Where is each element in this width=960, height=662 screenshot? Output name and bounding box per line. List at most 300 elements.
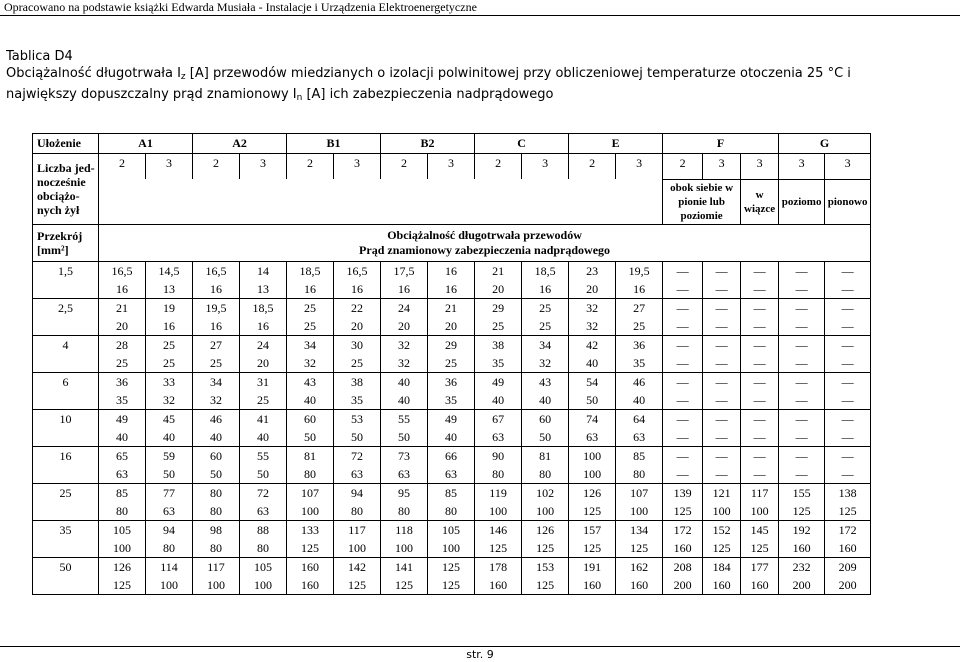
load-dash-cell: — (703, 299, 741, 318)
fuse-value-cell: 125 (825, 502, 871, 521)
table-body (33, 262, 871, 595)
fuse-value-cell: 25 (428, 354, 475, 373)
load-value-cell: 32 (569, 299, 616, 318)
fuse-value-cell: 100 (741, 502, 779, 521)
load-dash-cell: — (779, 299, 825, 318)
fuse-value-cell: 80 (522, 465, 569, 484)
fuse-value-cell: 80 (193, 502, 240, 521)
load-value-cell: 49 (475, 373, 522, 392)
load-value-cell: 105 (99, 521, 146, 540)
fuse-value-cell: 50 (240, 465, 287, 484)
cross-section-header-row (33, 225, 871, 262)
load-value-cell: 33 (146, 373, 193, 392)
fuse-value-cell: 16 (381, 280, 428, 299)
load-value-cell: 25 (146, 336, 193, 355)
load-value-cell: 41 (240, 410, 287, 429)
header-rule (0, 15, 960, 16)
group-c: C (475, 134, 569, 154)
cross-section-cell: 1,5 (33, 262, 99, 299)
load-value-cell: 65 (99, 447, 146, 466)
fuse-value-cell: 25 (475, 317, 522, 336)
fuse-dash-cell: — (741, 428, 779, 447)
conductor-count-cell: 3 (779, 154, 825, 180)
load-value-cell: 145 (741, 521, 779, 540)
fuse-value-cell: 32 (287, 354, 334, 373)
fuse-value-cell: 63 (569, 428, 616, 447)
fuse-value-cell: 40 (287, 391, 334, 410)
load-dash-cell: — (779, 336, 825, 355)
load-dash-cell: — (663, 299, 703, 318)
fuse-value-cell: 40 (522, 391, 569, 410)
load-value-cell: 32 (381, 336, 428, 355)
installation-header-row (33, 134, 871, 154)
fuse-dash-cell: — (703, 354, 741, 373)
load-value-cell: 19,5 (193, 299, 240, 318)
load-dash-cell: — (703, 336, 741, 355)
load-value-cell: 21 (428, 299, 475, 318)
table-row (33, 539, 871, 558)
load-dash-cell: — (663, 262, 703, 281)
load-value-cell: 94 (334, 484, 381, 503)
fuse-value-cell: 16 (287, 280, 334, 299)
fuse-value-cell: 50 (522, 428, 569, 447)
load-dash-cell: — (703, 262, 741, 281)
group-a1: A1 (99, 134, 193, 154)
fuse-value-cell: 125 (779, 502, 825, 521)
table-row (33, 521, 871, 540)
load-dash-cell: — (663, 336, 703, 355)
conductor-count-cell: 3 (334, 154, 381, 180)
header-text: Opracowano na podstawie książki Edwarda Musiała - Instalacje i Urządzenia Elektroenergetyczne (4, 0, 477, 14)
load-value-cell: 19,5 (616, 262, 663, 281)
load-dash-cell: — (741, 262, 779, 281)
load-value-cell: 107 (616, 484, 663, 503)
group-b2: B2 (381, 134, 475, 154)
fuse-value-cell: 80 (381, 502, 428, 521)
f-bundle-note: w wiązce (741, 179, 779, 224)
load-value-cell: 49 (428, 410, 475, 429)
load-value-cell: 105 (240, 558, 287, 577)
fuse-dash-cell: — (703, 465, 741, 484)
fuse-value-cell: 20 (381, 317, 428, 336)
load-value-cell: 105 (428, 521, 475, 540)
load-value-cell: 14,5 (146, 262, 193, 281)
fuse-dash-cell: — (741, 280, 779, 299)
fuse-value-cell: 160 (569, 576, 616, 595)
fuse-value-cell: 20 (334, 317, 381, 336)
load-value-cell: 18,5 (522, 262, 569, 281)
fuse-value-cell: 160 (779, 539, 825, 558)
fuse-value-cell: 125 (569, 502, 616, 521)
load-value-cell: 19 (146, 299, 193, 318)
layout-notes-row (33, 179, 871, 224)
load-dash-cell: — (741, 447, 779, 466)
fuse-value-cell: 25 (240, 391, 287, 410)
table-row (33, 336, 871, 355)
load-value-cell: 134 (616, 521, 663, 540)
fuse-value-cell: 125 (381, 576, 428, 595)
g-vertical-note: pionowo (825, 179, 871, 224)
fuse-value-cell: 100 (334, 539, 381, 558)
conductor-count-cell: 2 (569, 154, 616, 180)
load-value-cell: 192 (779, 521, 825, 540)
load-value-cell: 114 (146, 558, 193, 577)
cross-section-cell: 10 (33, 410, 99, 447)
load-value-cell: 72 (240, 484, 287, 503)
load-value-cell: 17,5 (381, 262, 428, 281)
load-value-cell: 162 (616, 558, 663, 577)
load-value-cell: 100 (569, 447, 616, 466)
cross-section-cell: 6 (33, 373, 99, 410)
load-value-cell: 90 (475, 447, 522, 466)
load-value-cell: 46 (616, 373, 663, 392)
fuse-value-cell: 16 (522, 280, 569, 299)
fuse-dash-cell: — (741, 465, 779, 484)
load-value-cell: 153 (522, 558, 569, 577)
fuse-value-cell: 125 (569, 539, 616, 558)
load-fuse-header (99, 225, 871, 262)
table-row (33, 373, 871, 392)
document-header (0, 0, 960, 14)
title-line-3: największy dopuszczalny prąd znamionowy $I_n$ [A] ich zabezpieczenia nadprądowego (6, 87, 554, 103)
load-value-cell: 126 (99, 558, 146, 577)
conductor-count-cell: 2 (475, 154, 522, 180)
load-value-cell: 95 (381, 484, 428, 503)
fuse-value-cell: 25 (193, 354, 240, 373)
fuse-dash-cell: — (825, 428, 871, 447)
load-value-cell: 21 (99, 299, 146, 318)
load-dash-cell: — (703, 410, 741, 429)
load-value-cell: 14 (240, 262, 287, 281)
load-value-cell: 209 (825, 558, 871, 577)
fuse-value-cell: 20 (475, 280, 522, 299)
table-row (33, 354, 871, 373)
fuse-value-cell: 125 (703, 539, 741, 558)
table-row (33, 262, 871, 281)
fuse-dash-cell: — (741, 354, 779, 373)
load-value-cell: 119 (475, 484, 522, 503)
load-value-cell: 25 (287, 299, 334, 318)
footer-rule (0, 646, 960, 647)
load-value-cell: 28 (99, 336, 146, 355)
conductor-count-cell: 3 (616, 154, 663, 180)
load-value-cell: 67 (475, 410, 522, 429)
load-value-cell: 24 (240, 336, 287, 355)
fuse-dash-cell: — (663, 354, 703, 373)
fuse-dash-cell: — (663, 317, 703, 336)
fuse-value-cell: 16 (193, 280, 240, 299)
fuse-value-cell: 100 (522, 502, 569, 521)
conductor-count-cell: 2 (99, 154, 146, 180)
load-value-cell: 43 (287, 373, 334, 392)
table-row (33, 428, 871, 447)
load-value-cell: 49 (99, 410, 146, 429)
load-value-cell: 34 (193, 373, 240, 392)
load-value-cell: 25 (522, 299, 569, 318)
load-value-cell: 59 (146, 447, 193, 466)
load-value-cell: 27 (193, 336, 240, 355)
load-value-cell: 178 (475, 558, 522, 577)
ampacity-table (32, 133, 871, 595)
fuse-value-cell: 200 (663, 576, 703, 595)
load-value-cell: 102 (522, 484, 569, 503)
table-row (33, 558, 871, 577)
load-dash-cell: — (741, 336, 779, 355)
fuse-dash-cell: — (779, 465, 825, 484)
conductor-count-cell: 3 (240, 154, 287, 180)
fuse-value-cell: 100 (381, 539, 428, 558)
fuse-value-cell: 80 (616, 465, 663, 484)
load-value-cell: 66 (428, 447, 475, 466)
load-value-cell: 16,5 (193, 262, 240, 281)
load-value-cell: 121 (703, 484, 741, 503)
fuse-value-cell: 40 (146, 428, 193, 447)
load-value-cell: 80 (193, 484, 240, 503)
conductor-count-cell: 2 (287, 154, 334, 180)
fuse-value-cell: 32 (522, 354, 569, 373)
fuse-dash-cell: — (779, 428, 825, 447)
fuse-value-cell: 20 (240, 354, 287, 373)
load-dash-cell: — (825, 336, 871, 355)
fuse-value-cell: 100 (99, 539, 146, 558)
conductor-count-cell: 3 (825, 154, 871, 180)
load-value-cell: 172 (663, 521, 703, 540)
fuse-value-cell: 100 (193, 576, 240, 595)
fuse-value-cell: 100 (475, 502, 522, 521)
load-value-cell: 22 (334, 299, 381, 318)
fuse-dash-cell: — (825, 317, 871, 336)
load-value-cell: 36 (616, 336, 663, 355)
fuse-value-cell: 20 (569, 280, 616, 299)
load-value-cell: 81 (522, 447, 569, 466)
fuse-value-cell: 32 (381, 354, 428, 373)
load-value-cell: 42 (569, 336, 616, 355)
fuse-dash-cell: — (663, 428, 703, 447)
load-dash-cell: — (703, 373, 741, 392)
fuse-value-cell: 63 (99, 465, 146, 484)
table-row (33, 317, 871, 336)
load-value-cell: 16,5 (99, 262, 146, 281)
load-dash-cell: — (741, 299, 779, 318)
conductor-count-cell: 2 (663, 154, 703, 180)
load-value-cell: 55 (381, 410, 428, 429)
fuse-value-cell: 80 (146, 539, 193, 558)
load-value-cell: 125 (428, 558, 475, 577)
load-value-cell: 85 (616, 447, 663, 466)
fuse-value-cell: 63 (334, 465, 381, 484)
cross-section-cell: 16 (33, 447, 99, 484)
table-row (33, 447, 871, 466)
load-value-cell: 81 (287, 447, 334, 466)
load-value-cell: 232 (779, 558, 825, 577)
load-value-cell: 29 (475, 299, 522, 318)
fuse-value-cell: 35 (99, 391, 146, 410)
fuse-dash-cell: — (779, 354, 825, 373)
fuse-value-cell: 80 (240, 539, 287, 558)
load-value-cell: 191 (569, 558, 616, 577)
load-value-cell: 36 (99, 373, 146, 392)
title-line-2: Obciążalność długotrwała $I_z$ [A] przewodów miedzianych o izolacji polwinitowej przy obliczeniowej temperaturze otoczenia 25 °C i (6, 66, 851, 82)
load-value-cell: 16,5 (334, 262, 381, 281)
fuse-value-cell: 125 (522, 576, 569, 595)
table-row (33, 280, 871, 299)
conductor-count-cell: 3 (741, 154, 779, 180)
table-row (33, 502, 871, 521)
load-value-cell: 208 (663, 558, 703, 577)
fuse-value-cell: 32 (146, 391, 193, 410)
table-row (33, 410, 871, 429)
conductor-count-row (33, 154, 871, 180)
table-row (33, 576, 871, 595)
conductor-count-cell: 3 (703, 154, 741, 180)
fuse-value-cell: 125 (616, 539, 663, 558)
fuse-value-cell: 200 (779, 576, 825, 595)
fuse-value-cell: 35 (616, 354, 663, 373)
conductor-count-cell: 3 (428, 154, 475, 180)
fuse-value-cell: 32 (569, 317, 616, 336)
fuse-value-cell: 16 (146, 317, 193, 336)
fuse-value-cell: 100 (240, 576, 287, 595)
load-dash-cell: — (825, 262, 871, 281)
group-b1: B1 (287, 134, 381, 154)
fuse-value-cell: 16 (99, 280, 146, 299)
fuse-value-cell: 20 (428, 317, 475, 336)
fuse-value-cell: 80 (475, 465, 522, 484)
fuse-value-cell: 100 (703, 502, 741, 521)
fuse-dash-cell: — (825, 354, 871, 373)
conductor-count-cell: 2 (193, 154, 240, 180)
load-dash-cell: — (703, 447, 741, 466)
load-value-cell: 184 (703, 558, 741, 577)
fuse-value-cell: 80 (428, 502, 475, 521)
fuse-value-cell: 63 (381, 465, 428, 484)
load-value-cell: 23 (569, 262, 616, 281)
load-value-cell: 172 (825, 521, 871, 540)
conductor-count-cell: 3 (522, 154, 569, 180)
load-value-cell: 85 (99, 484, 146, 503)
fuse-value-cell: 80 (334, 502, 381, 521)
table-row (33, 299, 871, 318)
load-dash-cell: — (741, 410, 779, 429)
fuse-value-cell: 16 (616, 280, 663, 299)
fuse-value-cell: 100 (428, 539, 475, 558)
load-value-cell: 31 (240, 373, 287, 392)
load-value-cell: 34 (287, 336, 334, 355)
fuse-value-cell: 13 (240, 280, 287, 299)
fuse-value-cell: 13 (146, 280, 193, 299)
load-value-cell: 152 (703, 521, 741, 540)
fuse-value-cell: 16 (193, 317, 240, 336)
load-value-cell: 53 (334, 410, 381, 429)
load-dash-cell: — (741, 373, 779, 392)
fuse-value-cell: 160 (663, 539, 703, 558)
fuse-dash-cell: — (703, 280, 741, 299)
table-row (33, 484, 871, 503)
fuse-value-cell: 50 (146, 465, 193, 484)
fuse-value-cell: 16 (240, 317, 287, 336)
fuse-value-cell: 80 (99, 502, 146, 521)
load-value-cell: 40 (381, 373, 428, 392)
fuse-value-cell: 25 (522, 317, 569, 336)
conductor-count-cell: 3 (146, 154, 193, 180)
cross-section-cell: 2,5 (33, 299, 99, 336)
load-value-cell: 138 (825, 484, 871, 503)
load-value-cell: 34 (522, 336, 569, 355)
fuse-value-cell: 63 (146, 502, 193, 521)
load-value-cell: 117 (334, 521, 381, 540)
fuse-value-cell: 50 (381, 428, 428, 447)
fuse-value-cell: 200 (825, 576, 871, 595)
load-value-cell: 88 (240, 521, 287, 540)
fuse-value-cell: 125 (663, 502, 703, 521)
fuse-dash-cell: — (663, 391, 703, 410)
fuse-value-cell: 40 (616, 391, 663, 410)
fuse-value-cell: 16 (428, 280, 475, 299)
load-value-cell: 126 (522, 521, 569, 540)
load-value-cell: 160 (287, 558, 334, 577)
fuse-dash-cell: — (779, 317, 825, 336)
load-value-cell: 60 (193, 447, 240, 466)
load-value-cell: 139 (663, 484, 703, 503)
load-value-cell: 155 (779, 484, 825, 503)
group-e: E (569, 134, 663, 154)
fuse-value-cell: 25 (334, 354, 381, 373)
fuse-value-cell: 63 (475, 428, 522, 447)
fuse-value-cell: 50 (287, 428, 334, 447)
load-value-cell: 18,5 (287, 262, 334, 281)
load-value-cell: 29 (428, 336, 475, 355)
fuse-value-cell: 35 (334, 391, 381, 410)
fuse-value-cell: 25 (287, 317, 334, 336)
fuse-value-cell: 100 (569, 465, 616, 484)
fuse-value-cell: 50 (334, 428, 381, 447)
fuse-value-cell: 20 (99, 317, 146, 336)
load-dash-cell: — (779, 410, 825, 429)
load-value-cell: 45 (146, 410, 193, 429)
load-dash-cell: — (663, 447, 703, 466)
fuse-value-cell: 25 (146, 354, 193, 373)
fuse-value-cell: 80 (193, 539, 240, 558)
table-number: Tablica D4 (6, 49, 73, 64)
fuse-value-cell: 160 (741, 576, 779, 595)
fuse-dash-cell: — (663, 465, 703, 484)
fuse-dash-cell: — (663, 280, 703, 299)
przekroj-label: Przekrój [mm²] (33, 225, 99, 262)
load-value-cell: 117 (193, 558, 240, 577)
cross-section-cell: 4 (33, 336, 99, 373)
load-value-cell: 126 (569, 484, 616, 503)
load-value-cell: 177 (741, 558, 779, 577)
load-value-cell: 55 (240, 447, 287, 466)
table-row (33, 391, 871, 410)
fuse-value-cell: 160 (287, 576, 334, 595)
fuse-value-cell: 40 (475, 391, 522, 410)
load-value-cell: 64 (616, 410, 663, 429)
fuse-value-cell: 160 (475, 576, 522, 595)
fuse-value-cell: 40 (569, 354, 616, 373)
fuse-dash-cell: — (779, 280, 825, 299)
fuse-dash-cell: — (779, 391, 825, 410)
load-value-cell: 60 (287, 410, 334, 429)
liczba-label: Liczba jed-nocześnie obciążo-nych żył (33, 154, 99, 225)
fuse-dash-cell: — (741, 317, 779, 336)
load-dash-cell: — (663, 410, 703, 429)
load-dash-cell: — (825, 299, 871, 318)
fuse-value-cell: 100 (287, 502, 334, 521)
fuse-value-cell: 100 (146, 576, 193, 595)
fuse-value-cell: 100 (616, 502, 663, 521)
fuse-value-cell: 16 (334, 280, 381, 299)
